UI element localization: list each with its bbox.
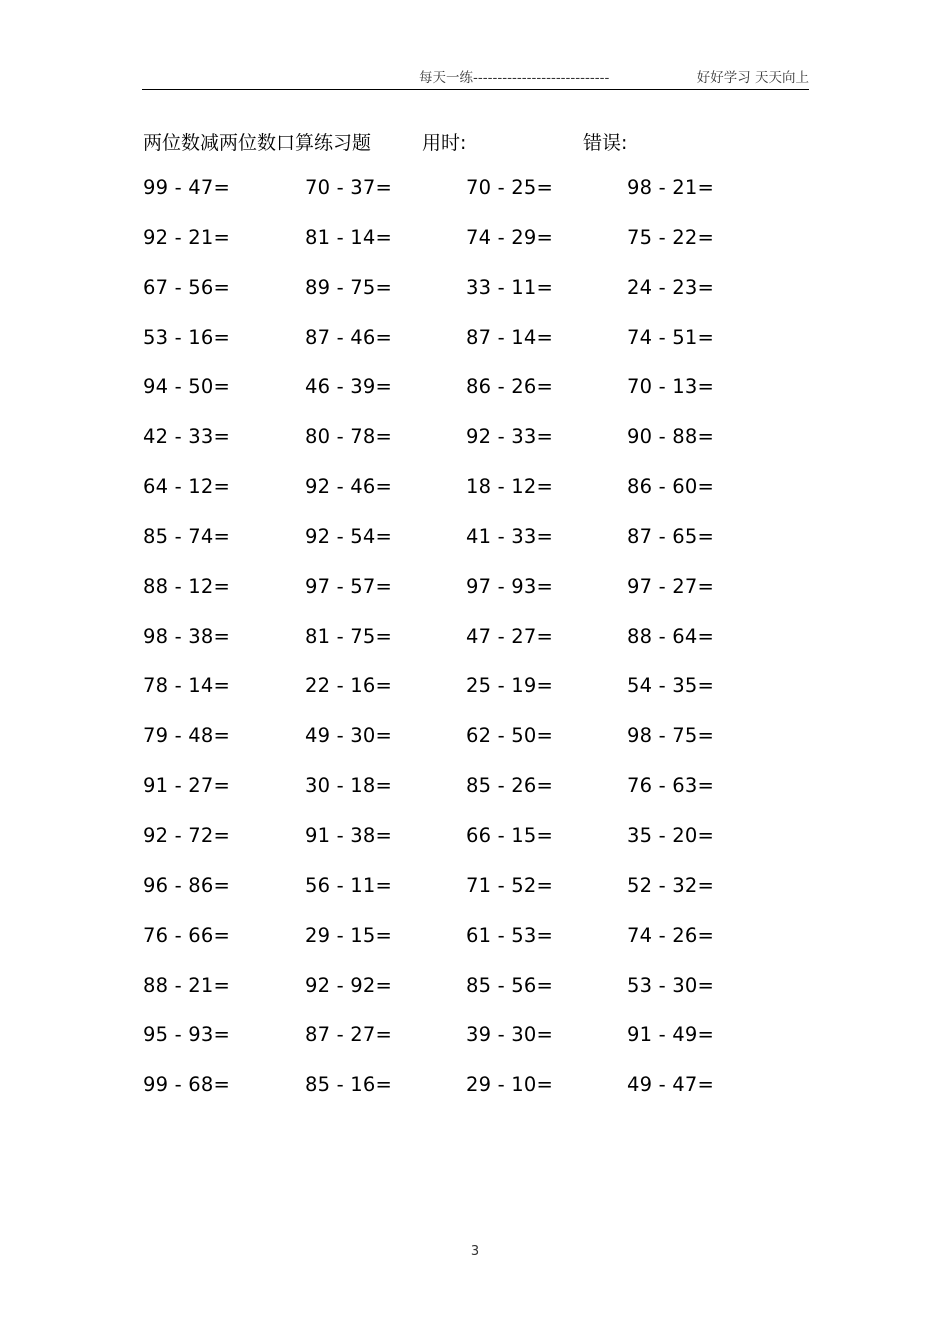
problem-item: 92 - 46=	[305, 475, 392, 499]
problem-row	[143, 475, 803, 525]
problem-item: 79 - 48=	[143, 724, 230, 748]
problem-item: 61 - 53=	[466, 923, 553, 947]
problem-item: 98 - 38=	[143, 624, 230, 648]
problem-item: 33 - 11=	[466, 275, 553, 299]
problem-item: 80 - 78=	[305, 425, 392, 449]
problem-item: 91 - 49=	[627, 1023, 714, 1047]
problem-row	[143, 974, 803, 1024]
problem-item: 91 - 38=	[305, 823, 392, 847]
problem-item: 39 - 30=	[466, 1023, 553, 1047]
problem-row	[143, 1023, 803, 1073]
problem-item: 70 - 37=	[305, 176, 392, 199]
problem-row	[143, 824, 803, 874]
problem-item: 35 - 20=	[627, 823, 714, 847]
problem-item: 81 - 75=	[305, 624, 392, 648]
problem-item: 92 - 72=	[143, 823, 230, 847]
problem-item: 30 - 18=	[305, 774, 392, 798]
problem-item: 67 - 56=	[143, 275, 230, 299]
problem-item: 53 - 16=	[143, 325, 230, 349]
problem-item: 88 - 12=	[143, 574, 230, 598]
problem-row	[143, 575, 803, 625]
problem-item: 85 - 26=	[466, 774, 553, 798]
problem-item: 56 - 11=	[305, 873, 392, 897]
problem-item: 97 - 93=	[466, 574, 553, 598]
problem-row	[143, 874, 803, 924]
header-right-text: 好好学习 天天向上	[696, 70, 809, 86]
problem-item: 46 - 39=	[305, 375, 392, 399]
problem-item: 74 - 26=	[627, 923, 714, 947]
problem-item: 81 - 14=	[305, 225, 392, 249]
problem-item: 88 - 64=	[627, 624, 714, 648]
problem-item: 52 - 32=	[627, 873, 714, 897]
problem-row	[143, 226, 803, 276]
problem-row	[143, 326, 803, 376]
problem-row	[143, 774, 803, 824]
problem-item: 90 - 88=	[627, 425, 714, 449]
problem-item: 85 - 74=	[143, 524, 230, 548]
problem-item: 88 - 21=	[143, 973, 230, 997]
problem-item: 97 - 57=	[305, 574, 392, 598]
problem-item: 70 - 13=	[627, 375, 714, 399]
problem-item: 85 - 16=	[305, 1073, 392, 1097]
problem-item: 87 - 14=	[466, 325, 553, 349]
problem-item: 75 - 22=	[627, 225, 714, 249]
problem-item: 92 - 92=	[305, 973, 392, 997]
header-left-text: 每天一练----------------------------	[419, 70, 610, 86]
problem-item: 25 - 19=	[466, 674, 553, 698]
problem-item: 70 - 25=	[466, 176, 553, 199]
problem-item: 97 - 27=	[627, 574, 714, 598]
problem-item: 89 - 75=	[305, 275, 392, 299]
problem-grid	[143, 176, 803, 1123]
problem-row	[143, 625, 803, 675]
problem-item: 96 - 86=	[143, 873, 230, 897]
problem-item: 29 - 10=	[466, 1073, 553, 1097]
problem-row	[143, 176, 803, 226]
problem-item: 76 - 63=	[627, 774, 714, 798]
problem-row	[143, 924, 803, 974]
problem-item: 29 - 15=	[305, 923, 392, 947]
problem-item: 85 - 56=	[466, 973, 553, 997]
problem-item: 76 - 66=	[143, 923, 230, 947]
problem-item: 87 - 46=	[305, 325, 392, 349]
problem-item: 74 - 51=	[627, 325, 714, 349]
problem-item: 18 - 12=	[466, 475, 553, 499]
problem-item: 87 - 27=	[305, 1023, 392, 1047]
problem-item: 98 - 21=	[627, 176, 714, 199]
problem-item: 95 - 93=	[143, 1023, 230, 1047]
problem-item: 62 - 50=	[466, 724, 553, 748]
worksheet-title: 两位数减两位数口算练习题	[143, 132, 372, 154]
problem-item: 53 - 30=	[627, 973, 714, 997]
problem-item: 94 - 50=	[143, 375, 230, 399]
time-used-label: 用时:	[422, 132, 467, 154]
problem-item: 49 - 30=	[305, 724, 392, 748]
header-divider	[142, 89, 809, 90]
problem-row	[143, 525, 803, 575]
errors-label: 错误:	[583, 132, 628, 154]
page-header	[142, 64, 809, 86]
problem-item: 64 - 12=	[143, 475, 230, 499]
problem-item: 22 - 16=	[305, 674, 392, 698]
problem-item: 92 - 33=	[466, 425, 553, 449]
problem-item: 47 - 27=	[466, 624, 553, 648]
problem-item: 71 - 52=	[466, 873, 553, 897]
problem-row	[143, 724, 803, 774]
problem-item: 99 - 68=	[143, 1073, 230, 1097]
problem-item: 87 - 65=	[627, 524, 714, 548]
problem-item: 92 - 21=	[143, 225, 230, 249]
problem-row	[143, 425, 803, 475]
problem-item: 86 - 60=	[627, 475, 714, 499]
problem-item: 42 - 33=	[143, 425, 230, 449]
problem-row	[143, 375, 803, 425]
problem-item: 99 - 47=	[143, 176, 230, 199]
problem-row	[143, 276, 803, 326]
page-number: 3	[470, 1244, 480, 1259]
problem-item: 24 - 23=	[627, 275, 714, 299]
problem-row	[143, 674, 803, 724]
problem-item: 91 - 27=	[143, 774, 230, 798]
problem-item: 78 - 14=	[143, 674, 230, 698]
problem-item: 98 - 75=	[627, 724, 714, 748]
problem-item: 92 - 54=	[305, 524, 392, 548]
problem-item: 54 - 35=	[627, 674, 714, 698]
problem-row	[143, 1073, 803, 1123]
problem-item: 86 - 26=	[466, 375, 553, 399]
problem-item: 66 - 15=	[466, 823, 553, 847]
worksheet-title-row	[143, 128, 803, 158]
problem-item: 74 - 29=	[466, 225, 553, 249]
problem-item: 49 - 47=	[627, 1073, 714, 1097]
problem-item: 41 - 33=	[466, 524, 553, 548]
